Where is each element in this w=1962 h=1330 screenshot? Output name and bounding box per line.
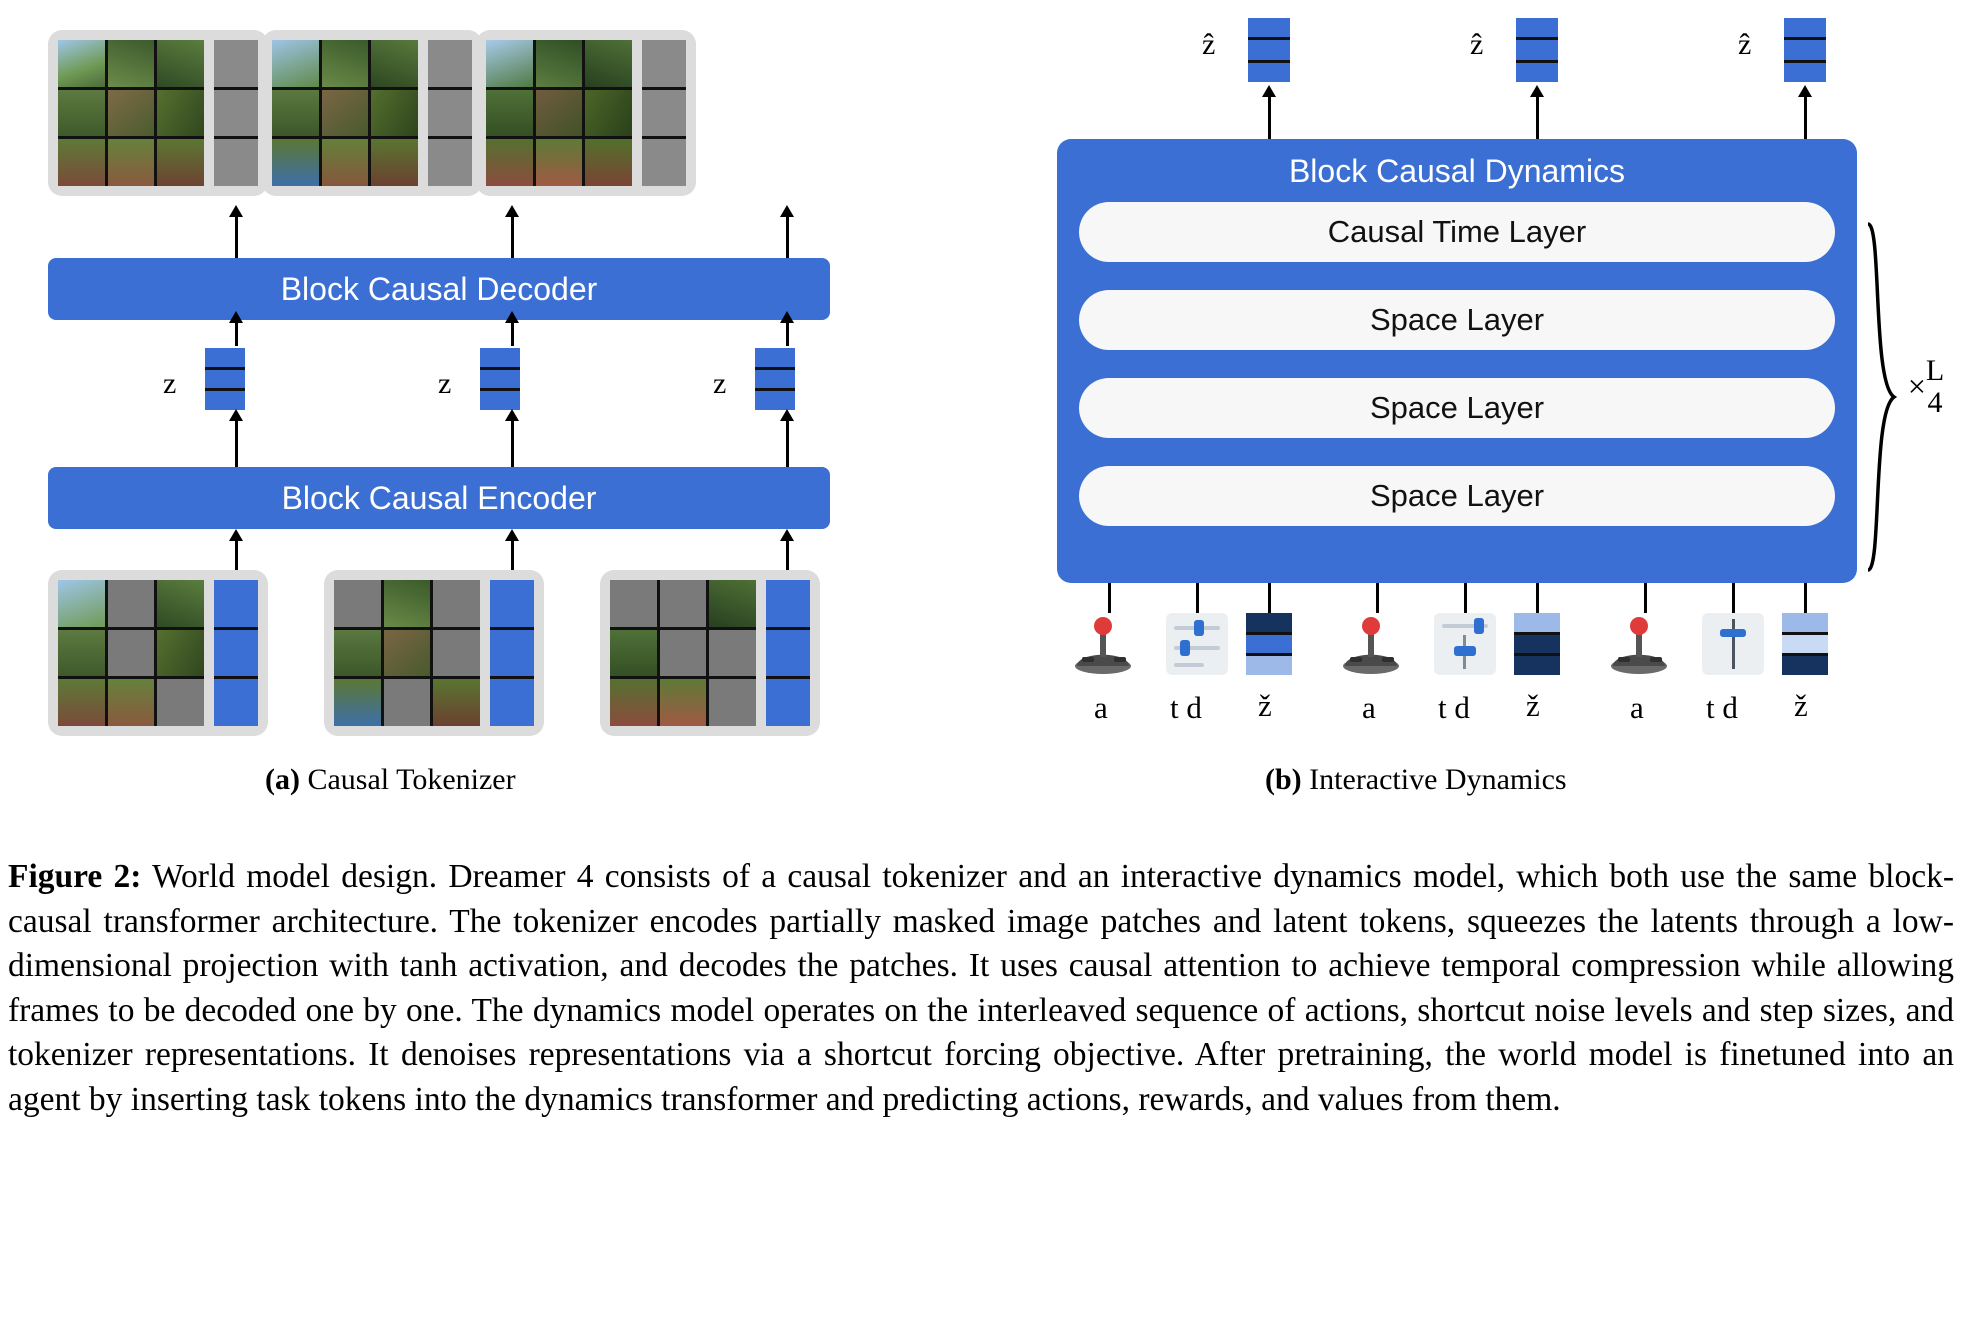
- patch: [58, 139, 105, 186]
- causal-time-layer: [1079, 202, 1835, 262]
- encoder-label: Block Causal Encoder: [281, 479, 597, 516]
- stem-1: [1108, 583, 1111, 613]
- arrow-dynamics-to-output-2: [1536, 96, 1539, 140]
- stem-7: [1644, 583, 1647, 613]
- patch: [108, 40, 155, 87]
- patch-masked: [610, 580, 657, 627]
- repeat-prefix: ×: [1907, 367, 1926, 404]
- input-symbol-z-3: ž: [1794, 688, 1808, 723]
- token-column-1: [1246, 613, 1292, 675]
- latent-token-3: [755, 348, 795, 410]
- patch-masked: [709, 679, 756, 726]
- image-patch-grid: [58, 580, 204, 726]
- patch-masked: [660, 580, 707, 627]
- patch: [486, 40, 533, 87]
- layer-label: Space Layer: [1369, 390, 1545, 425]
- patch: [157, 139, 204, 186]
- image-patch-grid: [272, 40, 418, 186]
- patch: [157, 580, 204, 627]
- latent-label-2: z: [438, 367, 452, 400]
- patch-masked: [108, 580, 155, 627]
- panel-b-subcaption: [1265, 763, 1567, 797]
- patch-masked: [433, 580, 480, 627]
- latent-token-1: [205, 348, 245, 410]
- latent-label-1: z: [163, 367, 177, 400]
- token-column-2: [1514, 613, 1560, 675]
- input-symbol-td-3: t d: [1706, 690, 1738, 725]
- patch: [384, 580, 431, 627]
- block-causal-encoder: [48, 467, 830, 529]
- output-label-3: ẑ: [1738, 28, 1752, 61]
- patch-masked: [709, 630, 756, 677]
- joystick-icon-2: [1336, 613, 1406, 675]
- patch: [610, 679, 657, 726]
- patch: [585, 40, 632, 87]
- patch: [709, 580, 756, 627]
- patch-masked: [157, 679, 204, 726]
- decoded-frame-group-1: [48, 30, 268, 196]
- patch: [585, 90, 632, 137]
- layer-label: Causal Time Layer: [1327, 214, 1587, 249]
- patch: [58, 90, 105, 137]
- latent-token-2: [480, 348, 520, 410]
- stem-4: [1376, 583, 1379, 613]
- patch: [58, 40, 105, 87]
- image-patch-grid: [486, 40, 632, 186]
- patch: [272, 90, 319, 137]
- patch: [536, 40, 583, 87]
- output-label-1: ẑ: [1202, 28, 1216, 61]
- slider-icon-3: [1702, 613, 1764, 675]
- patch: [486, 139, 533, 186]
- patch: [371, 90, 418, 137]
- patch-masked: [660, 630, 707, 677]
- patch: [334, 630, 381, 677]
- output-label-2: ẑ: [1470, 28, 1484, 61]
- patch: [108, 679, 155, 726]
- repeat-denominator: 4: [1927, 385, 1943, 419]
- patch: [334, 679, 381, 726]
- input-symbol-a-2: a: [1362, 690, 1376, 725]
- arrow-latent-to-decoder-2: [511, 322, 514, 346]
- latent-token-column: [490, 580, 534, 726]
- patch: [610, 630, 657, 677]
- masked-token-column: [214, 40, 258, 186]
- decoded-frame-group-2: [262, 30, 482, 196]
- patch: [536, 90, 583, 137]
- patch-masked: [108, 630, 155, 677]
- patch: [157, 40, 204, 87]
- patch: [322, 90, 369, 137]
- input-symbol-a-1: a: [1094, 690, 1108, 725]
- panel-b-sub-label: (b): [1265, 763, 1302, 796]
- stem-5: [1464, 583, 1467, 613]
- latent-label-3: z: [713, 367, 727, 400]
- patch: [322, 139, 369, 186]
- arrow-dynamics-to-output-3: [1804, 96, 1807, 140]
- patch: [58, 630, 105, 677]
- patch: [371, 40, 418, 87]
- stem-2: [1196, 583, 1199, 613]
- input-frame-group-1: [48, 570, 268, 736]
- space-layer-2: [1079, 378, 1835, 438]
- panel-a-subcaption: [265, 763, 516, 797]
- output-token-1: [1248, 18, 1290, 82]
- repeat-brace: [1864, 222, 1898, 572]
- space-layer-3: [1079, 466, 1835, 526]
- decoder-label: Block Causal Decoder: [280, 270, 598, 307]
- repeat-label: [1898, 355, 1954, 418]
- patch: [660, 679, 707, 726]
- joystick-icon-1: [1068, 613, 1138, 675]
- patch: [536, 139, 583, 186]
- patch: [157, 630, 204, 677]
- latent-token-column: [766, 580, 810, 726]
- patch: [384, 630, 431, 677]
- image-patch-grid: [610, 580, 756, 726]
- stem-9: [1804, 583, 1807, 613]
- layer-label: Space Layer: [1369, 302, 1545, 337]
- patch: [272, 40, 319, 87]
- token-column-3: [1782, 613, 1828, 675]
- decoded-frame-group-3: [476, 30, 696, 196]
- dynamics-title: Block Causal Dynamics: [1288, 153, 1626, 189]
- arrow-latent-to-decoder-1: [235, 322, 238, 346]
- patch: [108, 139, 155, 186]
- slider-icon-1: [1166, 613, 1228, 675]
- arrow-dynamics-to-output-1: [1268, 96, 1271, 140]
- stem-6: [1536, 583, 1539, 613]
- input-symbol-td-1: t d: [1170, 690, 1202, 725]
- input-symbol-td-2: t d: [1438, 690, 1470, 725]
- joystick-icon-3: [1604, 613, 1674, 675]
- masked-token-column: [642, 40, 686, 186]
- image-patch-grid: [58, 40, 204, 186]
- panel-a-sub-title: Causal Tokenizer: [299, 763, 516, 796]
- patch: [371, 139, 418, 186]
- masked-token-column: [428, 40, 472, 186]
- panel-b-sub-title: Interactive Dynamics: [1301, 763, 1567, 796]
- input-symbol-a-3: a: [1630, 690, 1644, 725]
- space-layer-1: [1079, 290, 1835, 350]
- layer-label: Space Layer: [1369, 478, 1545, 513]
- patch: [157, 90, 204, 137]
- arrow-encoder-to-latent-3: [786, 420, 789, 468]
- patch: [433, 679, 480, 726]
- patch: [58, 679, 105, 726]
- patch-masked: [384, 679, 431, 726]
- patch: [58, 580, 105, 627]
- figure-label: Figure 2:: [8, 858, 142, 895]
- patch-masked: [433, 630, 480, 677]
- input-symbol-z-1: ž: [1258, 688, 1272, 723]
- figure-caption-text: World model design. Dreamer 4 consists of a causal tokenizer and an interactive dynamics model, which both use the same block-causal transformer architecture. The tokenizer encodes partially masked image patches and latent tokens, squeezes the latents through a low-dimensional projection with tanh activation, and decodes the patches. It uses causal attention to achieve temporal compression while allowing frames to be decoded one by one. The dynamics model operates on the interleaved sequence of actions, shortcut noise levels and step sizes, and tokenizer representations. It denoises representations via a shortcut forcing objective. After pretraining, the world model is finetuned into an agent by inserting task tokens into the dynamics transformer and predicting actions, rewards, and values from them.: [8, 858, 1954, 1118]
- output-token-2: [1516, 18, 1558, 82]
- arrow-encoder-to-latent-2: [511, 420, 514, 468]
- patch-masked: [334, 580, 381, 627]
- patch: [322, 40, 369, 87]
- figure-caption: [8, 855, 1954, 1122]
- input-frame-group-2: [324, 570, 544, 736]
- image-patch-grid: [334, 580, 480, 726]
- output-token-3: [1784, 18, 1826, 82]
- repeat-numerator: L: [1925, 354, 1945, 387]
- stem-8: [1732, 583, 1735, 613]
- patch: [486, 90, 533, 137]
- patch: [585, 139, 632, 186]
- stem-3: [1268, 583, 1271, 613]
- block-causal-decoder: [48, 258, 830, 320]
- slider-icon-2: [1434, 613, 1496, 675]
- input-frame-group-3: [600, 570, 820, 736]
- patch: [272, 139, 319, 186]
- arrow-encoder-to-latent-1: [235, 420, 238, 468]
- block-causal-dynamics: [1057, 139, 1857, 583]
- patch: [108, 90, 155, 137]
- arrow-latent-to-decoder-3: [786, 322, 789, 346]
- panel-a-sub-label: (a): [265, 763, 300, 796]
- latent-token-column: [214, 580, 258, 726]
- input-symbol-z-2: ž: [1526, 688, 1540, 723]
